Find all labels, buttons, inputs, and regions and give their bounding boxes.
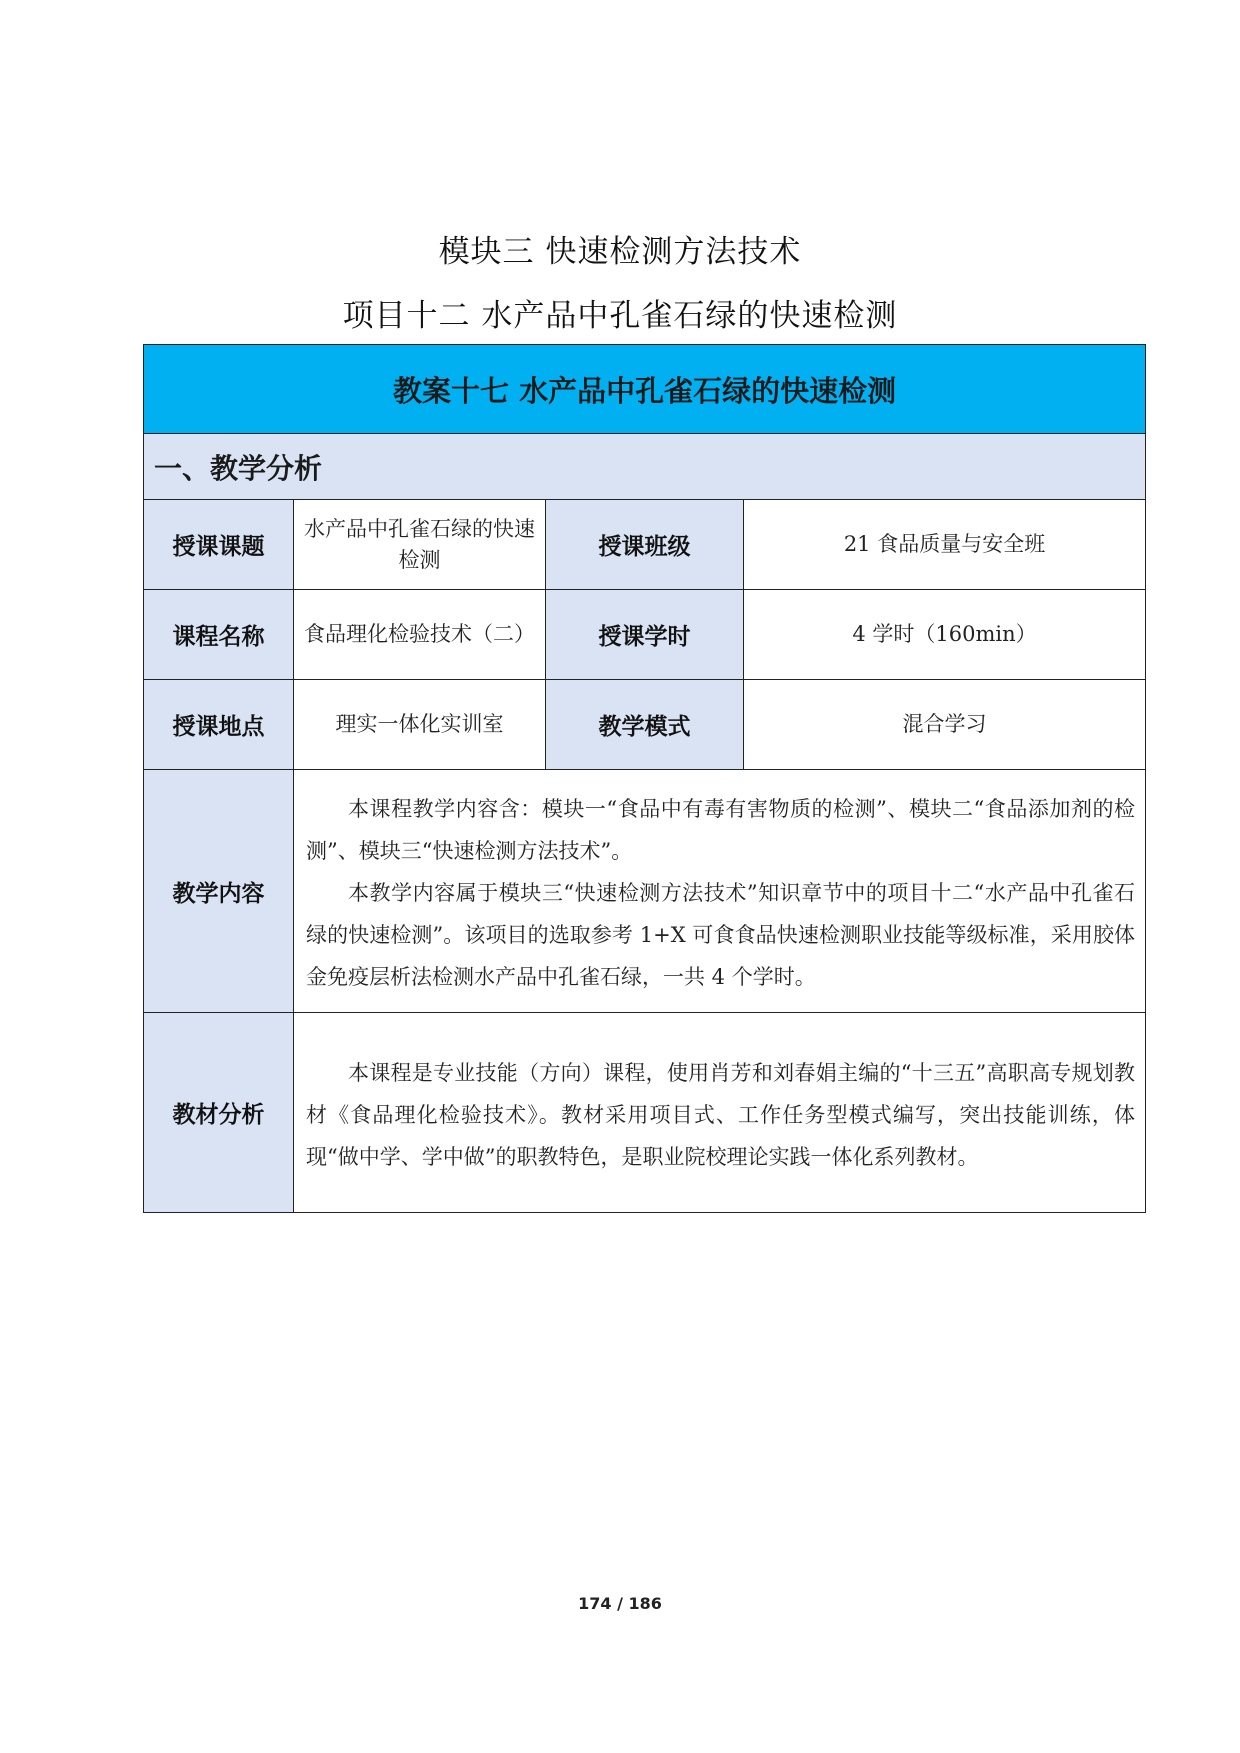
label-teaching-content: 教学内容	[144, 770, 294, 1013]
teaching-content-text	[294, 770, 1146, 1013]
lesson-plan-table	[143, 344, 1146, 1213]
value-teaching-mode: 混合学习	[744, 680, 1146, 770]
label-course-name: 课程名称	[144, 590, 294, 680]
label-topic: 授课课题	[144, 500, 294, 590]
teaching-content-paragraph: 本教学内容属于模块三“快速检测方法技术”知识章节中的项目十二“水产品中孔雀石绿的快速检测”。该项目的选取参考 1+X 可食食品快速检测职业技能等级标准，采用胶体金免疫层析法检测水产品中孔雀石绿，一共 4 个学时。	[306, 881, 1136, 989]
label-textbook-analysis: 教材分析	[144, 1013, 294, 1213]
value-course-name: 食品理化检验技术（二）	[294, 590, 546, 680]
textbook-analysis-paragraph: 本课程是专业技能（方向）课程，使用肖芳和刘春娟主编的“十三五”高职高专规划教材《食品理化检验技术》。教材采用项目式、工作任务型模式编写，突出技能训练，体现“做中学、学中做”的职教特色，是职业院校理论实践一体化系列教材。	[306, 1060, 1136, 1169]
project-title: 项目十二 水产品中孔雀石绿的快速检测	[342, 298, 898, 334]
textbook-analysis-text	[294, 1013, 1146, 1213]
value-topic: 水产品中孔雀石绿的快速检测	[294, 500, 546, 590]
value-location: 理实一体化实训室	[294, 680, 546, 770]
banner-row	[144, 345, 1146, 434]
section-row	[144, 434, 1146, 500]
label-location: 授课地点	[144, 680, 294, 770]
value-hours: 4 学时（160min）	[744, 590, 1146, 680]
section-title: 一、教学分析	[144, 434, 1146, 500]
page-number: 174 / 186	[578, 1594, 662, 1613]
label-teaching-mode: 教学模式	[546, 680, 744, 770]
label-hours: 授课学时	[546, 590, 744, 680]
table-row	[144, 680, 1146, 770]
lesson-plan-banner: 教案十七 水产品中孔雀石绿的快速检测	[144, 345, 1146, 434]
table-row	[144, 500, 1146, 590]
table-row	[144, 770, 1146, 1013]
value-class: 21 食品质量与安全班	[744, 500, 1146, 590]
table-row	[144, 590, 1146, 680]
teaching-content-paragraph: 本课程教学内容含：模块一“食品中有毒有害物质的检测”、模块二“食品添加剂的检测”、模块三“快速检测方法技术”。	[306, 797, 1136, 863]
table-row	[144, 1013, 1146, 1213]
module-title: 模块三 快速检测方法技术	[438, 234, 802, 270]
label-class: 授课班级	[546, 500, 744, 590]
